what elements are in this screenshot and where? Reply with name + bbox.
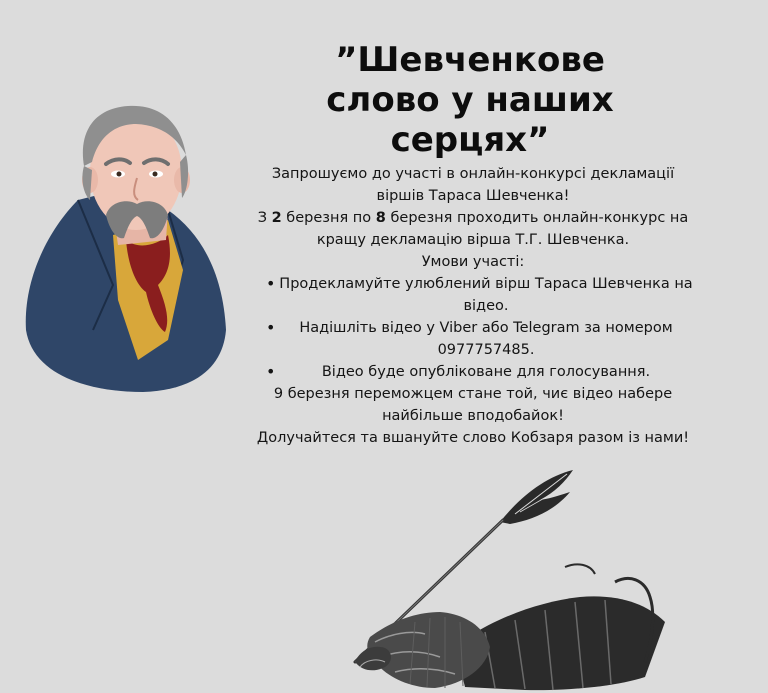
dates-end: 8 <box>375 210 386 226</box>
contest-dates <box>248 207 698 251</box>
winner-line: 9 березня переможцем стане той, чиє відео набере найбільше вподобайок! <box>273 386 673 424</box>
intro-line: Запрошуємо до участі в онлайн-конкурсі декламації віршів Тараса Шевченка! <box>271 166 675 204</box>
condition-item: • Відео буде опубліковане для голосування. <box>248 361 698 383</box>
condition-item: • Продекламуйте улюблений вірш Тараса Шевченка на відео. <box>248 273 698 317</box>
condition-item: • Надішліть відео у Viber або Telegram за номером 0977757485. <box>248 317 698 361</box>
shevchenko-portrait <box>18 100 230 400</box>
dates-start: 2 <box>271 210 282 226</box>
conditions-list <box>248 273 698 383</box>
hand-with-quill-illustration <box>315 462 675 693</box>
condition-send-text: Надішліть відео у Viber або Telegram за номером <box>299 320 673 336</box>
closing-line: Долучайтеся та вшануйте слово Кобзаря разом із нами! <box>256 430 690 446</box>
dates-middle: березня по <box>281 210 376 226</box>
poster-title: ”Шевченкове слово у наших серцях” <box>326 40 614 160</box>
announcement-text <box>248 163 698 449</box>
conditions-heading: Умови участі: <box>421 254 525 270</box>
dates-suffix: березня проходить онлайн-конкурс на кращу декламацію вірша Т.Г. Шевченка. <box>316 210 689 248</box>
phone-number: 0977757485 <box>437 342 530 358</box>
dates-prefix: З <box>257 210 272 226</box>
